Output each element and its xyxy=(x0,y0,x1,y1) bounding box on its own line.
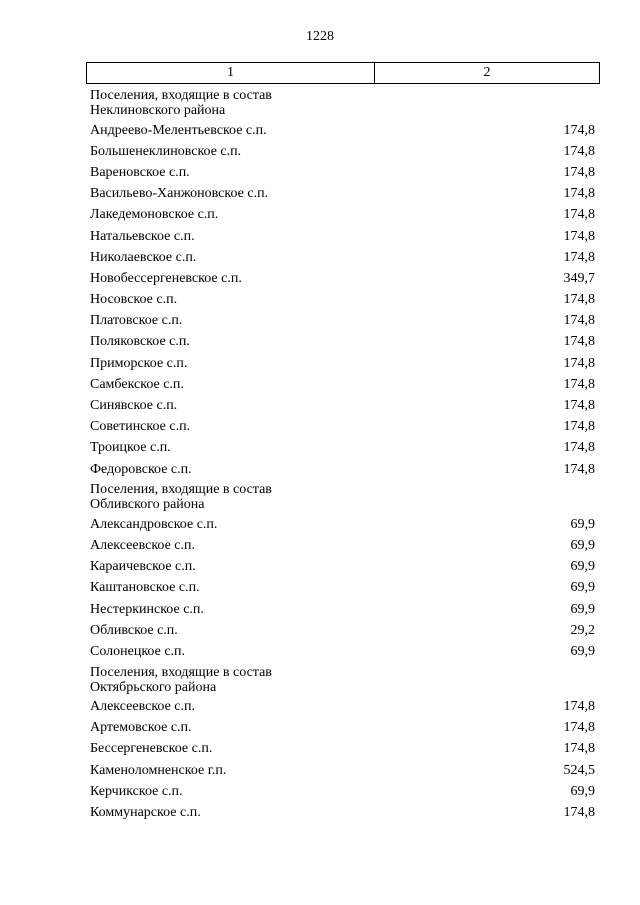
settlement-value: 174,8 xyxy=(563,440,595,456)
table-row xyxy=(90,760,595,781)
settlement-value: 174,8 xyxy=(563,334,595,350)
settlement-name: Обливское с.п. xyxy=(90,622,178,638)
settlement-name: Синявское с.п. xyxy=(90,398,178,414)
settlement-name: Бессергеневское с.п. xyxy=(90,741,213,757)
settlement-name: Каштановское с.п. xyxy=(90,580,200,596)
table-row xyxy=(90,599,595,620)
table-row xyxy=(90,247,595,268)
table-row xyxy=(90,311,595,332)
section-title xyxy=(90,663,595,697)
settlement-name: Новобессергеневское с.п. xyxy=(90,270,242,286)
settlement-value: 174,8 xyxy=(563,376,595,392)
table-row xyxy=(90,226,595,247)
section-title-line-2: Октябрьского района xyxy=(90,679,217,695)
settlement-name: Носовское с.п. xyxy=(90,292,178,308)
settlement-name: Самбекское с.п. xyxy=(90,376,184,392)
table-row xyxy=(90,268,595,289)
table-row xyxy=(90,162,595,183)
settlement-name: Коммунарское с.п. xyxy=(90,805,201,821)
table-row xyxy=(90,438,595,459)
settlement-value: 174,8 xyxy=(563,249,595,265)
table-row xyxy=(90,374,595,395)
settlement-value: 174,8 xyxy=(563,122,595,138)
settlement-value: 69,9 xyxy=(570,559,595,575)
settlement-value: 174,8 xyxy=(563,313,595,329)
settlement-value: 174,8 xyxy=(563,720,595,736)
section-title-line-1: Поселения, входящие в состав xyxy=(90,88,272,103)
table-row xyxy=(90,353,595,374)
table-row xyxy=(90,120,595,141)
settlement-name: Платовское с.п. xyxy=(90,313,183,329)
table-row xyxy=(90,141,595,162)
settlement-name: Андреево-Мелентьевское с.п. xyxy=(90,122,267,138)
settlement-value: 69,9 xyxy=(570,516,595,532)
table-row xyxy=(90,802,595,823)
settlement-name: Алексеевское с.п. xyxy=(90,537,195,553)
settlement-name: Троицкое с.п. xyxy=(90,440,171,456)
settlement-name: Керчикское с.п. xyxy=(90,783,183,799)
table-body xyxy=(90,86,595,824)
settlement-name: Алексеевское с.п. xyxy=(90,699,195,715)
settlement-name: Артемовское с.п. xyxy=(90,720,192,736)
table-row xyxy=(90,395,595,416)
settlement-name: Васильево-Ханжоновское с.п. xyxy=(90,186,269,202)
table-row xyxy=(90,459,595,480)
table-row xyxy=(90,332,595,353)
settlement-name: Большенеклиновское с.п. xyxy=(90,143,242,159)
settlement-value: 174,8 xyxy=(563,355,595,371)
table-row xyxy=(90,641,595,662)
table-row xyxy=(90,620,595,641)
table-row xyxy=(90,417,595,438)
section-title xyxy=(90,86,595,120)
settlement-name: Александровское с.п. xyxy=(90,516,218,532)
settlement-value: 174,8 xyxy=(563,741,595,757)
table-row xyxy=(90,781,595,802)
section-title-line-2: Неклиновского района xyxy=(90,103,226,118)
settlement-value: 174,8 xyxy=(563,164,595,180)
settlement-value: 524,5 xyxy=(563,762,595,778)
settlement-name: Приморское с.п. xyxy=(90,355,188,371)
page-number: 1228 xyxy=(306,29,334,44)
table-row xyxy=(90,290,595,311)
settlement-value: 174,8 xyxy=(563,699,595,715)
settlement-value: 69,9 xyxy=(570,580,595,596)
settlement-value: 69,9 xyxy=(570,601,595,617)
settlement-value: 174,8 xyxy=(563,292,595,308)
settlement-value: 174,8 xyxy=(563,186,595,202)
settlement-value: 69,9 xyxy=(570,537,595,553)
table-row xyxy=(90,697,595,718)
settlement-name: Лакедемоновское с.п. xyxy=(90,207,219,223)
settlement-name: Каменоломненское г.п. xyxy=(90,762,227,778)
settlement-value: 174,8 xyxy=(563,398,595,414)
table-row xyxy=(90,184,595,205)
column-header-2: 2 xyxy=(483,65,491,80)
settlement-value: 174,8 xyxy=(563,207,595,223)
settlement-name: Поляковское с.п. xyxy=(90,334,190,350)
table-row xyxy=(90,557,595,578)
settlement-name: Солонецкое с.п. xyxy=(90,643,186,659)
settlement-value: 174,8 xyxy=(563,419,595,435)
settlement-value: 174,8 xyxy=(563,143,595,159)
settlement-name: Федоровское с.п. xyxy=(90,461,192,477)
table-row xyxy=(90,739,595,760)
settlement-name: Советинское с.п. xyxy=(90,419,191,435)
settlement-name: Вареновское с.п. xyxy=(90,164,190,180)
settlement-name: Караичевское с.п. xyxy=(90,559,196,575)
settlement-name: Нестеркинское с.п. xyxy=(90,601,204,617)
section-title-line-1: Поселения, входящие в состав xyxy=(90,664,272,680)
table-row xyxy=(90,535,595,556)
settlement-value: 69,9 xyxy=(570,783,595,799)
section-title xyxy=(90,480,595,514)
settlement-name: Натальевское с.п. xyxy=(90,228,195,244)
section-title-line-1: Поселения, входящие в состав xyxy=(90,482,272,498)
settlement-name: Николаевское с.п. xyxy=(90,249,197,265)
table-row xyxy=(90,718,595,739)
settlement-value: 69,9 xyxy=(570,643,595,659)
column-header-1: 1 xyxy=(87,63,375,83)
settlement-value: 174,8 xyxy=(563,461,595,477)
table-row xyxy=(90,578,595,599)
table-row xyxy=(90,205,595,226)
settlement-value: 174,8 xyxy=(563,228,595,244)
section-title-line-2: Обливского района xyxy=(90,497,205,513)
settlement-value: 349,7 xyxy=(563,270,595,286)
settlement-value: 174,8 xyxy=(563,805,595,821)
table-row xyxy=(90,514,595,535)
settlement-value: 29,2 xyxy=(570,622,595,638)
table-header xyxy=(86,62,600,84)
